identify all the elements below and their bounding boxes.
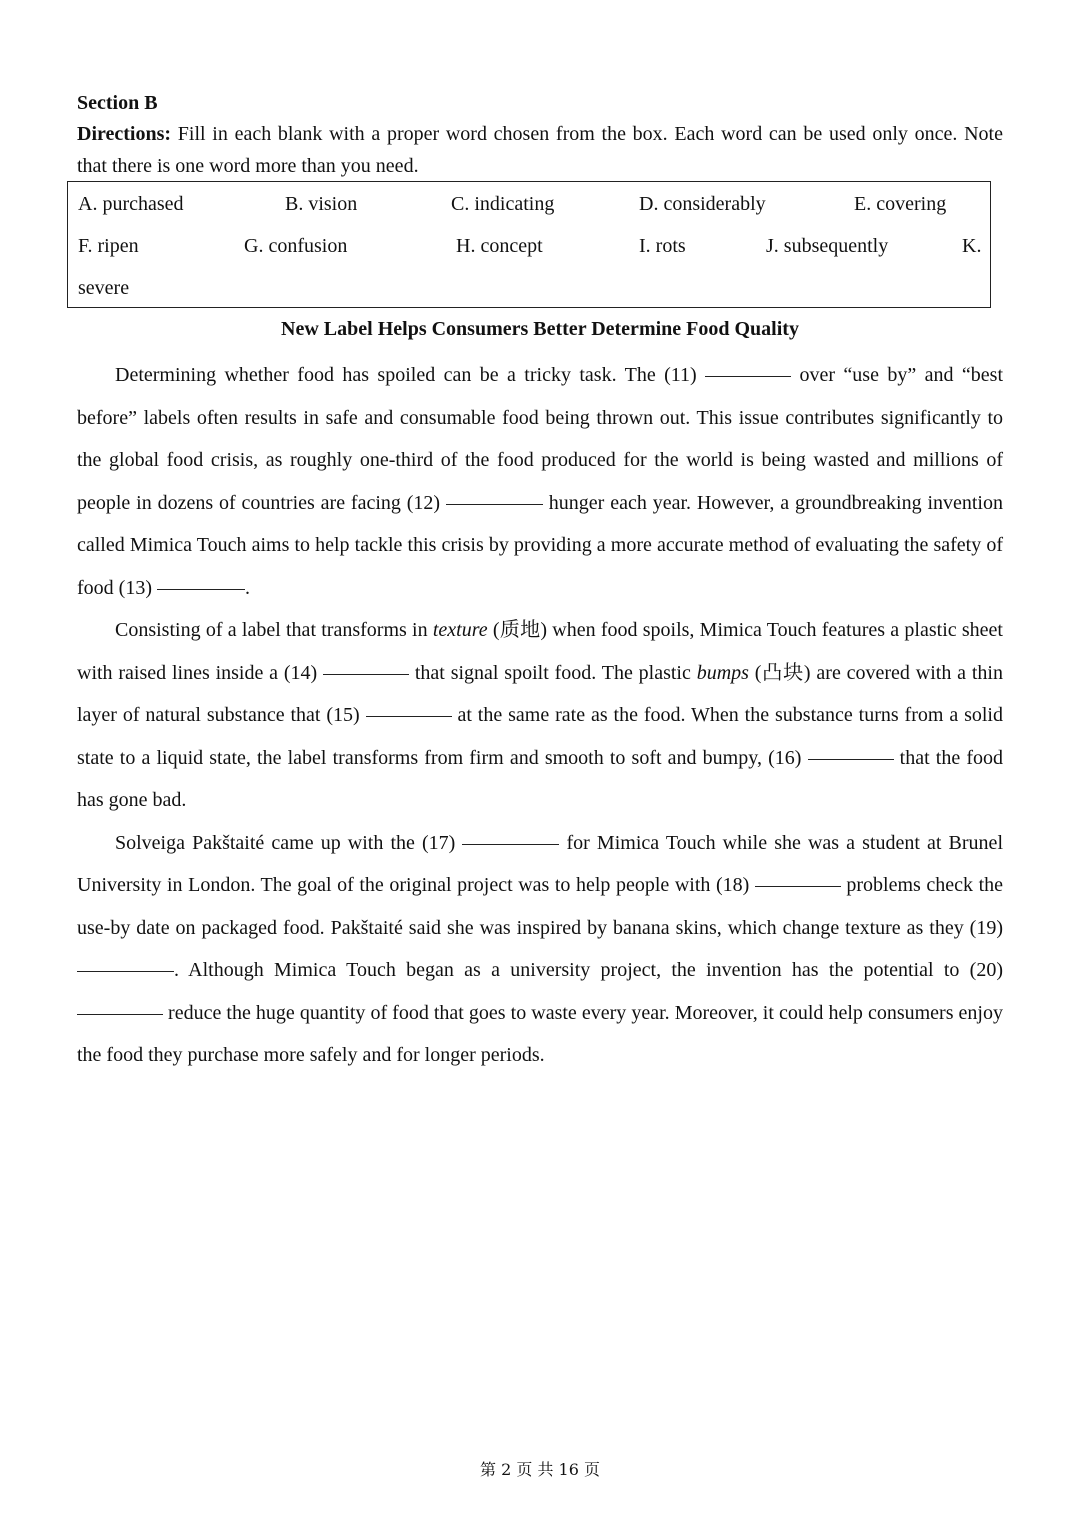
p2-text-d: that the food has gone bad.: [77, 746, 1003, 811]
paragraph-3: [77, 822, 1003, 1077]
p3-text-e: reduce the huge quantity of food that goes to waste every year. Moreover, it could help consumers enjoy the food they purchase more safely and for longer periods.: [77, 1001, 1003, 1066]
directions-text: Fill in each blank with a proper word chosen from the box. Each word can be used only once. Note that there is one word more than you need.: [77, 123, 1003, 177]
option-j: J. subsequently: [766, 235, 889, 257]
option-c: C. indicating: [451, 193, 555, 215]
p1-text-d: .: [244, 576, 250, 599]
option-g: G. confusion: [244, 235, 348, 257]
paragraph-2: [77, 609, 1003, 822]
option-k-letter: K.: [962, 235, 982, 257]
directions: [77, 118, 1003, 182]
directions-label: Directions:: [77, 123, 172, 145]
section-header: [77, 88, 1003, 182]
blank-15[interactable]: [366, 715, 452, 717]
option-f: F. ripen: [78, 235, 139, 257]
option-h: H. concept: [456, 235, 543, 257]
blank-14[interactable]: [323, 673, 409, 675]
p2-italic-bumps: bumps: [696, 661, 749, 684]
passage-title: New Label Helps Consumers Better Determine Food Quality: [281, 318, 799, 340]
p2-italic-texture: texture: [432, 619, 488, 641]
p2-text-a: Consisting of a label that transforms in: [115, 619, 433, 641]
section-title: Section B: [77, 92, 158, 114]
blank-13[interactable]: [157, 588, 245, 590]
p3-text-d: . Although Mimica Touch began as a university project, the invention has the potential to (20): [174, 959, 1003, 981]
blank-20[interactable]: [77, 1013, 163, 1015]
option-i: I. rots: [639, 235, 686, 257]
passage: [77, 354, 1003, 1077]
word-box: [67, 181, 991, 308]
option-a: A. purchased: [78, 193, 184, 215]
paragraph-1: [77, 354, 1003, 609]
option-d: D. considerably: [639, 193, 766, 215]
blank-16[interactable]: [808, 758, 894, 760]
blank-18[interactable]: [755, 885, 841, 887]
p2-text-b2: (凸块) are covered with a thin layer of natural substance that (15): [77, 661, 1003, 726]
p1-text-c: hunger each year. However, a groundbreaking invention called Mimica Touch aims to help tackle this crisis by providing a more accurate method of evaluating the safety of food (13): [77, 491, 1003, 599]
blank-11[interactable]: [705, 375, 791, 377]
option-k-word: severe: [78, 277, 130, 299]
p2-text-c: at the same rate as the food. When the substance turns from a solid state to a liquid state, the label transforms from firm and smooth to soft and bumpy, (16): [77, 704, 1003, 769]
p3-text-b: for Mimica Touch while she was a student at Brunel University in London. The goal of the original project was to help people with (18): [77, 831, 1003, 896]
p3-text-c: problems check the use-by date on packaged food. Pakštaité said she was inspired by banana skins, which change texture as they (19): [77, 874, 1004, 939]
p2-text-b: that signal spoilt food. The plastic: [409, 661, 697, 684]
option-b: B. vision: [285, 193, 358, 215]
p3-text-a: Solveiga Pakštaité came up with the (17): [115, 831, 463, 854]
p1-text-b: over “use by” and “best before” labels often results in safe and consumable food being thrown out. This issue contributes significantly to the global food crisis, as roughly one-third of the food produced for the world is being wasted and millions of people in dozens of countries are facing (12): [77, 364, 1003, 514]
blank-12[interactable]: [446, 503, 543, 505]
page-footer: 第 2 页 共 16 页: [480, 1460, 600, 1479]
blank-19[interactable]: [77, 970, 174, 972]
option-e: E. covering: [854, 193, 947, 215]
blank-17[interactable]: [462, 843, 559, 845]
p1-text-a: Determining whether food has spoiled can be a tricky task. The (11): [115, 364, 706, 386]
p2-text-a2: (质地) when food spoils, Mimica Touch features a plastic sheet with raised lines inside a (14): [77, 619, 1003, 684]
